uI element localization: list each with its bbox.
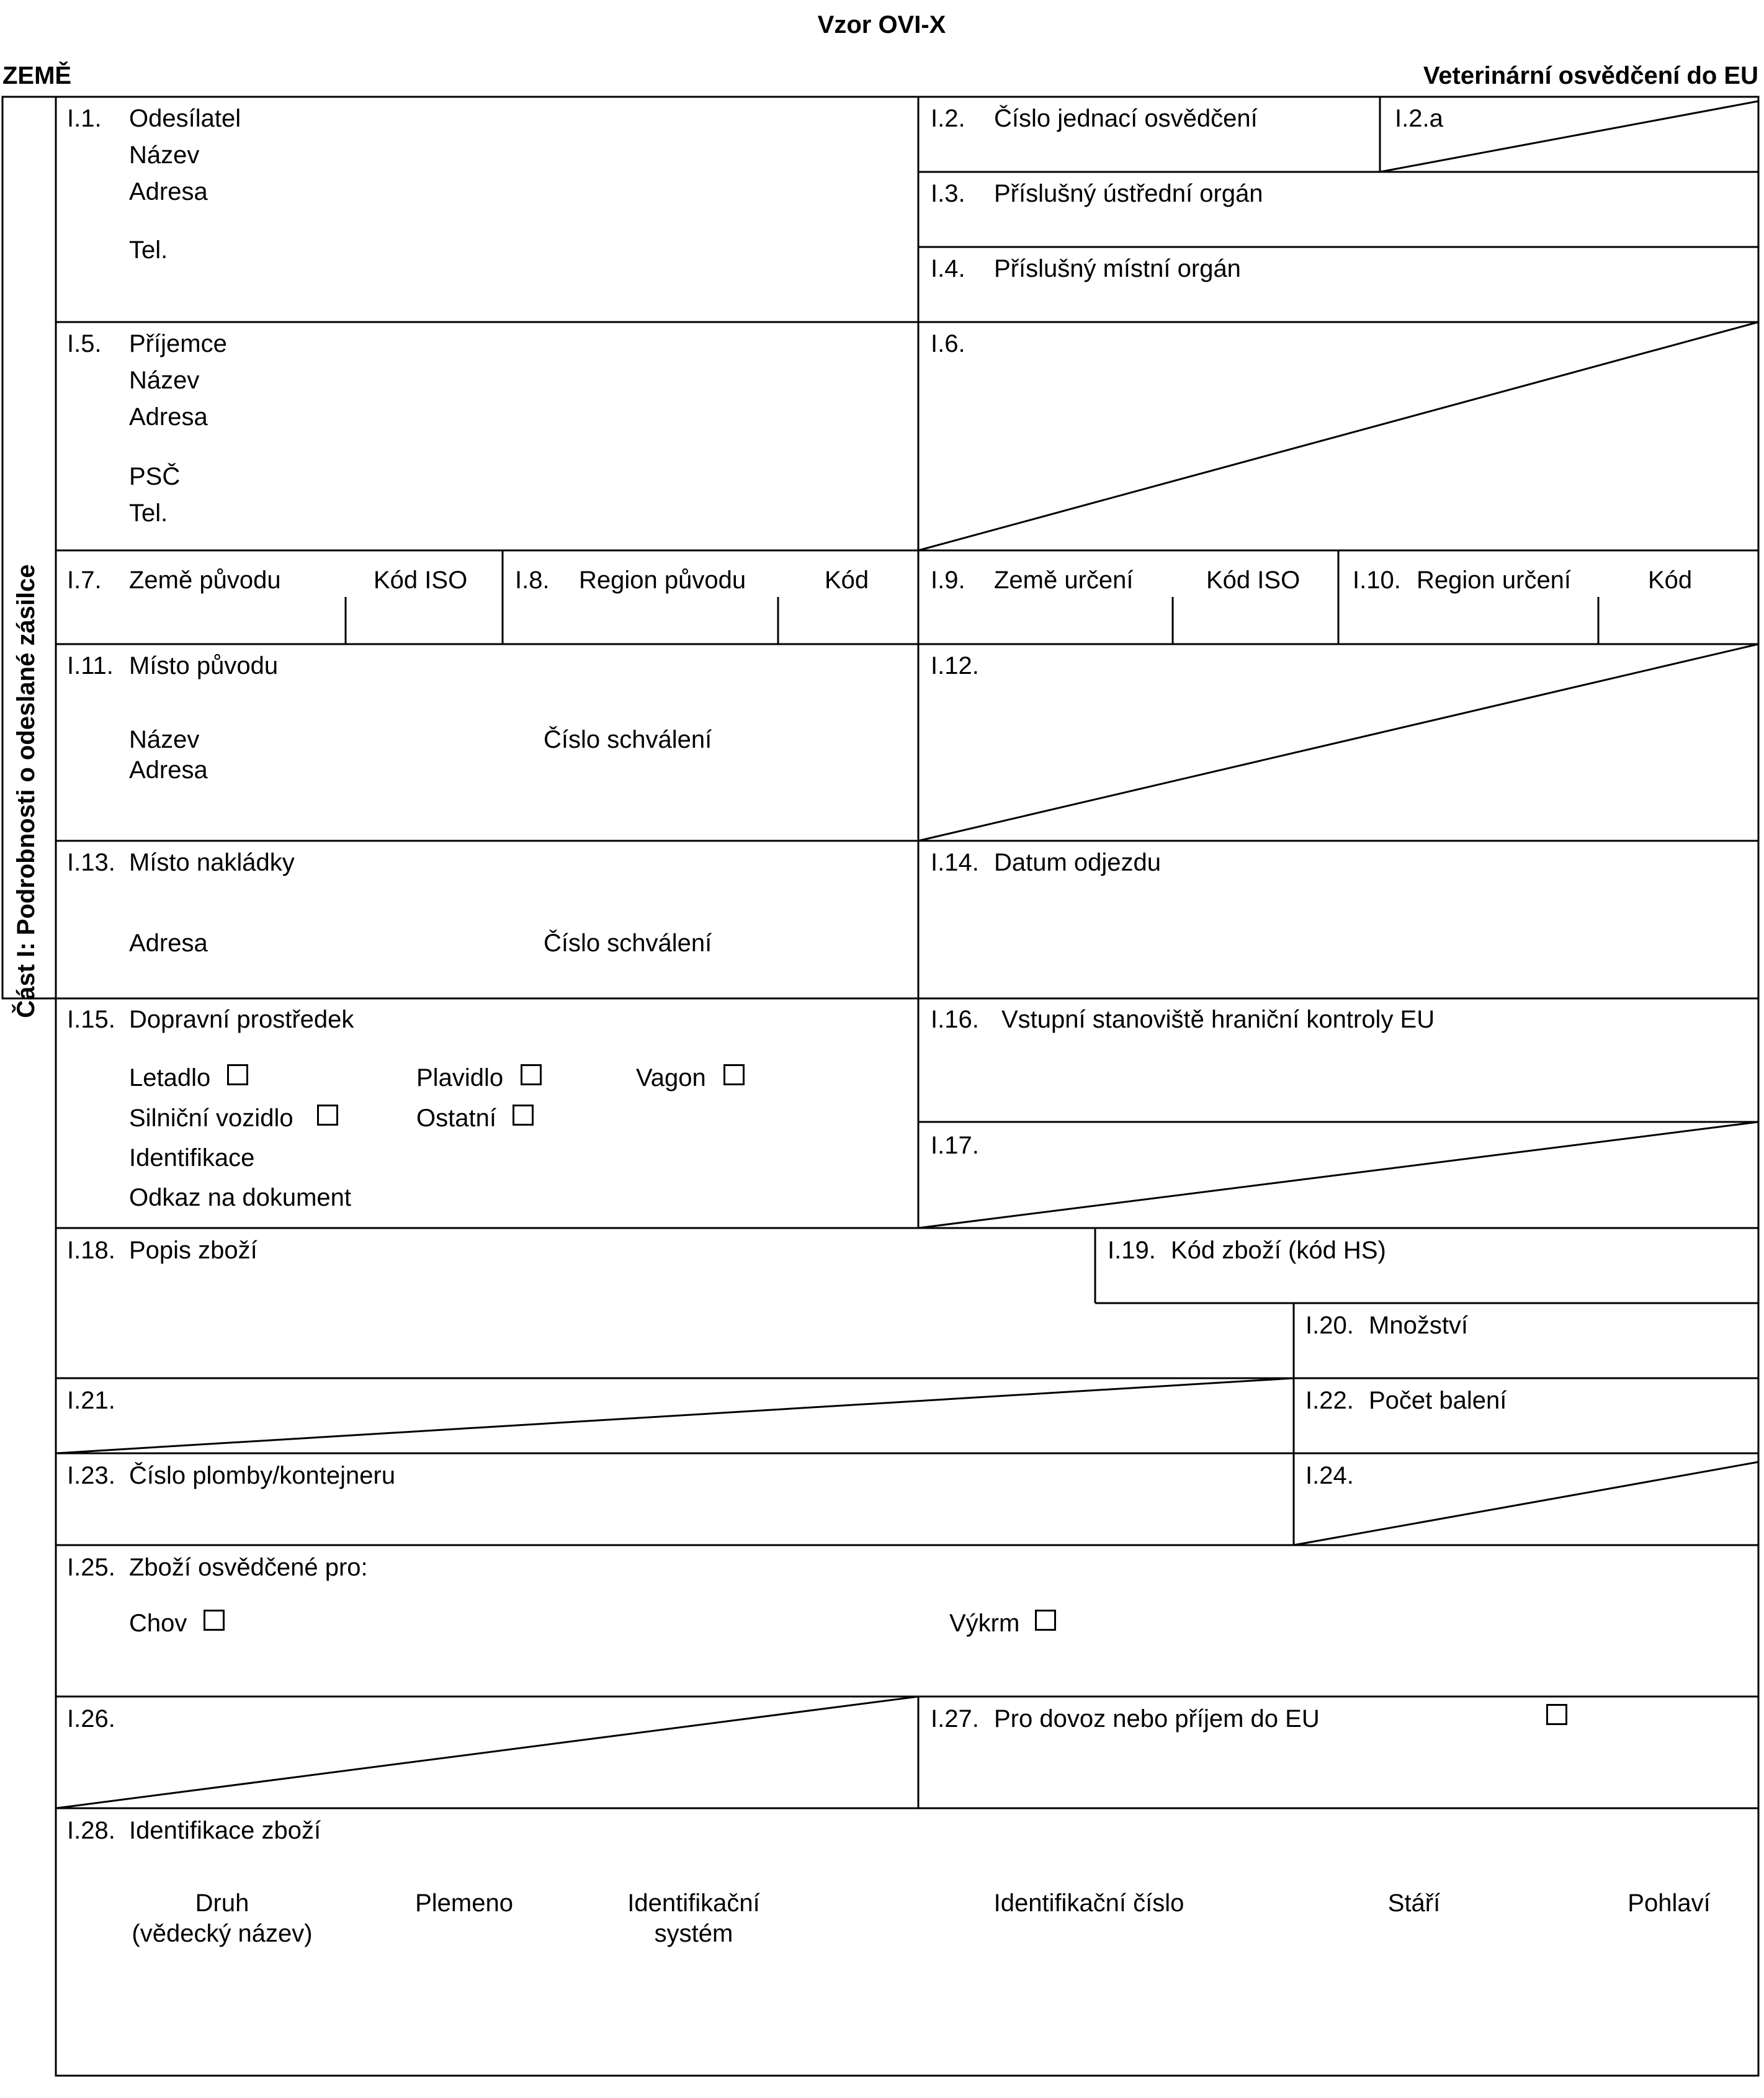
box-i28-title: Identifikace zboží bbox=[129, 1817, 321, 1844]
box-i11-number: I.11. bbox=[67, 652, 114, 679]
box-i5-name[interactable]: Název bbox=[129, 367, 200, 394]
form-outer-border bbox=[56, 97, 1758, 2076]
box-i6-number: I.6. bbox=[931, 330, 965, 357]
box-i5-title: Příjemce bbox=[129, 330, 227, 357]
transport-wagon-label: Vagon bbox=[636, 1064, 706, 1092]
box-i26-number: I.26. bbox=[67, 1705, 115, 1733]
box-i22-title[interactable]: Počet balení bbox=[1369, 1387, 1507, 1414]
box-i25-number: I.25. bbox=[67, 1554, 115, 1581]
box-i9-code[interactable]: Kód ISO bbox=[1206, 567, 1301, 594]
purpose-fattening-label: Výkrm bbox=[949, 1610, 1020, 1637]
box-i11-title: Místo původu bbox=[129, 652, 279, 679]
box-i18-title[interactable]: Popis zboží bbox=[129, 1237, 257, 1264]
box-i8-code[interactable]: Kód bbox=[825, 567, 869, 594]
box-i7-number: I.7. bbox=[67, 567, 102, 594]
purpose-breeding-label: Chov bbox=[129, 1610, 187, 1637]
box-i2a-number: I.2.a bbox=[1395, 105, 1443, 132]
box-i13-approval[interactable]: Číslo schválení bbox=[544, 930, 712, 957]
box-i25-title: Zboží osvědčené pro: bbox=[129, 1554, 368, 1581]
diagonal-i17 bbox=[918, 1122, 1758, 1228]
box-i27-title: Pro dovoz nebo příjem do EU bbox=[994, 1705, 1320, 1733]
box-i24-number: I.24. bbox=[1305, 1462, 1354, 1489]
transport-road-label: Silniční vozidlo bbox=[129, 1105, 293, 1132]
box-i1-address[interactable]: Adresa bbox=[129, 178, 208, 205]
box-i5-number: I.5. bbox=[67, 330, 102, 357]
box-i9-title[interactable]: Země určení bbox=[994, 567, 1134, 594]
column-species-line1: Druh bbox=[195, 1890, 249, 1917]
transport-plane-label: Letadlo bbox=[129, 1064, 211, 1092]
column-id-number: Identifikační číslo bbox=[993, 1890, 1184, 1917]
box-i5-psc[interactable]: PSČ bbox=[129, 463, 181, 490]
transport-ship-label: Plavidlo bbox=[416, 1064, 504, 1092]
diagonal-i24 bbox=[1294, 1462, 1758, 1545]
box-i18-number: I.18. bbox=[67, 1237, 115, 1264]
box-i13-title: Místo nakládky bbox=[129, 849, 295, 876]
diagonal-i12 bbox=[918, 644, 1758, 841]
diagonal-i21 bbox=[56, 1378, 1294, 1453]
purpose-breeding-checkbox[interactable] bbox=[204, 1610, 225, 1631]
box-i19-number: I.19. bbox=[1108, 1237, 1156, 1264]
box-i28-number: I.28. bbox=[67, 1817, 115, 1844]
side-label: Část I: Podrobnosti o odeslané zásilce bbox=[12, 564, 40, 1018]
box-i4-number: I.4. bbox=[931, 255, 965, 282]
box-i10-title[interactable]: Region určení bbox=[1417, 567, 1572, 594]
column-breed: Plemeno bbox=[415, 1890, 513, 1917]
box-i4-title[interactable]: Příslušný místní orgán bbox=[994, 255, 1241, 282]
box-i27-number: I.27. bbox=[931, 1705, 979, 1733]
box-i1-tel[interactable]: Tel. bbox=[129, 236, 168, 264]
transport-wagon-checkbox[interactable] bbox=[723, 1064, 745, 1085]
import-eu-checkbox[interactable] bbox=[1546, 1704, 1567, 1725]
column-species-line2: (vědecký název) bbox=[132, 1920, 313, 1947]
column-age: Stáří bbox=[1387, 1890, 1441, 1917]
box-i14-number: I.14. bbox=[931, 849, 979, 876]
country-label: ZEMĚ bbox=[2, 62, 72, 89]
box-i11-address[interactable]: Adresa bbox=[129, 756, 208, 784]
box-i7-title[interactable]: Země původu bbox=[129, 567, 281, 594]
box-i16-title[interactable]: Vstupní stanoviště hraniční kontroly EU bbox=[1001, 1006, 1435, 1033]
box-i8-title[interactable]: Region původu bbox=[579, 567, 746, 594]
box-i1-name[interactable]: Název bbox=[129, 141, 200, 169]
box-i13-address[interactable]: Adresa bbox=[129, 930, 208, 957]
box-i20-number: I.20. bbox=[1305, 1312, 1354, 1339]
column-id-system-line2: systém bbox=[654, 1920, 733, 1947]
box-i5-tel[interactable]: Tel. bbox=[129, 500, 168, 527]
purpose-fattening-checkbox[interactable] bbox=[1035, 1610, 1056, 1631]
transport-other-label: Ostatní bbox=[416, 1105, 496, 1132]
transport-other-checkbox[interactable] bbox=[513, 1105, 534, 1126]
box-i23-title[interactable]: Číslo plomby/kontejneru bbox=[129, 1462, 396, 1489]
column-sex: Pohlaví bbox=[1627, 1890, 1711, 1917]
box-i20-title[interactable]: Množství bbox=[1369, 1312, 1469, 1339]
box-i11-approval[interactable]: Číslo schválení bbox=[544, 726, 712, 753]
transport-ship-checkbox[interactable] bbox=[521, 1064, 542, 1085]
box-i12-number: I.12. bbox=[931, 652, 979, 679]
box-i11-name[interactable]: Název bbox=[129, 726, 200, 753]
column-id-system-line1: Identifikační bbox=[627, 1890, 760, 1917]
box-i2-number: I.2. bbox=[931, 105, 965, 132]
box-i1-number: I.1. bbox=[67, 105, 102, 132]
transport-document-reference[interactable]: Odkaz na dokument bbox=[129, 1184, 351, 1211]
box-i21-number: I.21. bbox=[67, 1387, 115, 1414]
transport-road-checkbox[interactable] bbox=[317, 1105, 338, 1126]
box-i15-number: I.15. bbox=[67, 1006, 115, 1033]
box-i3-title[interactable]: Příslušný ústřední orgán bbox=[994, 180, 1263, 207]
box-i15-title: Dopravní prostředek bbox=[129, 1006, 354, 1033]
box-i16-number: I.16. bbox=[931, 1006, 979, 1033]
box-i1-title: Odesílatel bbox=[129, 105, 241, 132]
box-i10-code[interactable]: Kód bbox=[1648, 567, 1693, 594]
transport-identification[interactable]: Identifikace bbox=[129, 1144, 255, 1172]
box-i17-number: I.17. bbox=[931, 1132, 979, 1159]
box-i14-title[interactable]: Datum odjezdu bbox=[994, 849, 1162, 876]
certificate-label: Veterinární osvědčení do EU bbox=[1423, 62, 1758, 89]
box-i19-title[interactable]: Kód zboží (kód HS) bbox=[1171, 1237, 1386, 1264]
box-i13-number: I.13. bbox=[67, 849, 115, 876]
box-i10-number: I.10. bbox=[1353, 567, 1401, 594]
diagonal-i6 bbox=[918, 322, 1758, 550]
box-i8-number: I.8. bbox=[515, 567, 550, 594]
box-i2-title[interactable]: Číslo jednací osvědčení bbox=[994, 105, 1258, 132]
box-i3-number: I.3. bbox=[931, 180, 965, 207]
box-i23-number: I.23. bbox=[67, 1462, 115, 1489]
box-i22-number: I.22. bbox=[1305, 1387, 1354, 1414]
box-i9-number: I.9. bbox=[931, 567, 965, 594]
diagonal-i26 bbox=[56, 1697, 918, 1808]
box-i7-code[interactable]: Kód ISO bbox=[374, 567, 468, 594]
transport-plane-checkbox[interactable] bbox=[227, 1064, 248, 1085]
form-title: Vzor OVI-X bbox=[817, 11, 946, 38]
box-i5-address[interactable]: Adresa bbox=[129, 403, 208, 431]
